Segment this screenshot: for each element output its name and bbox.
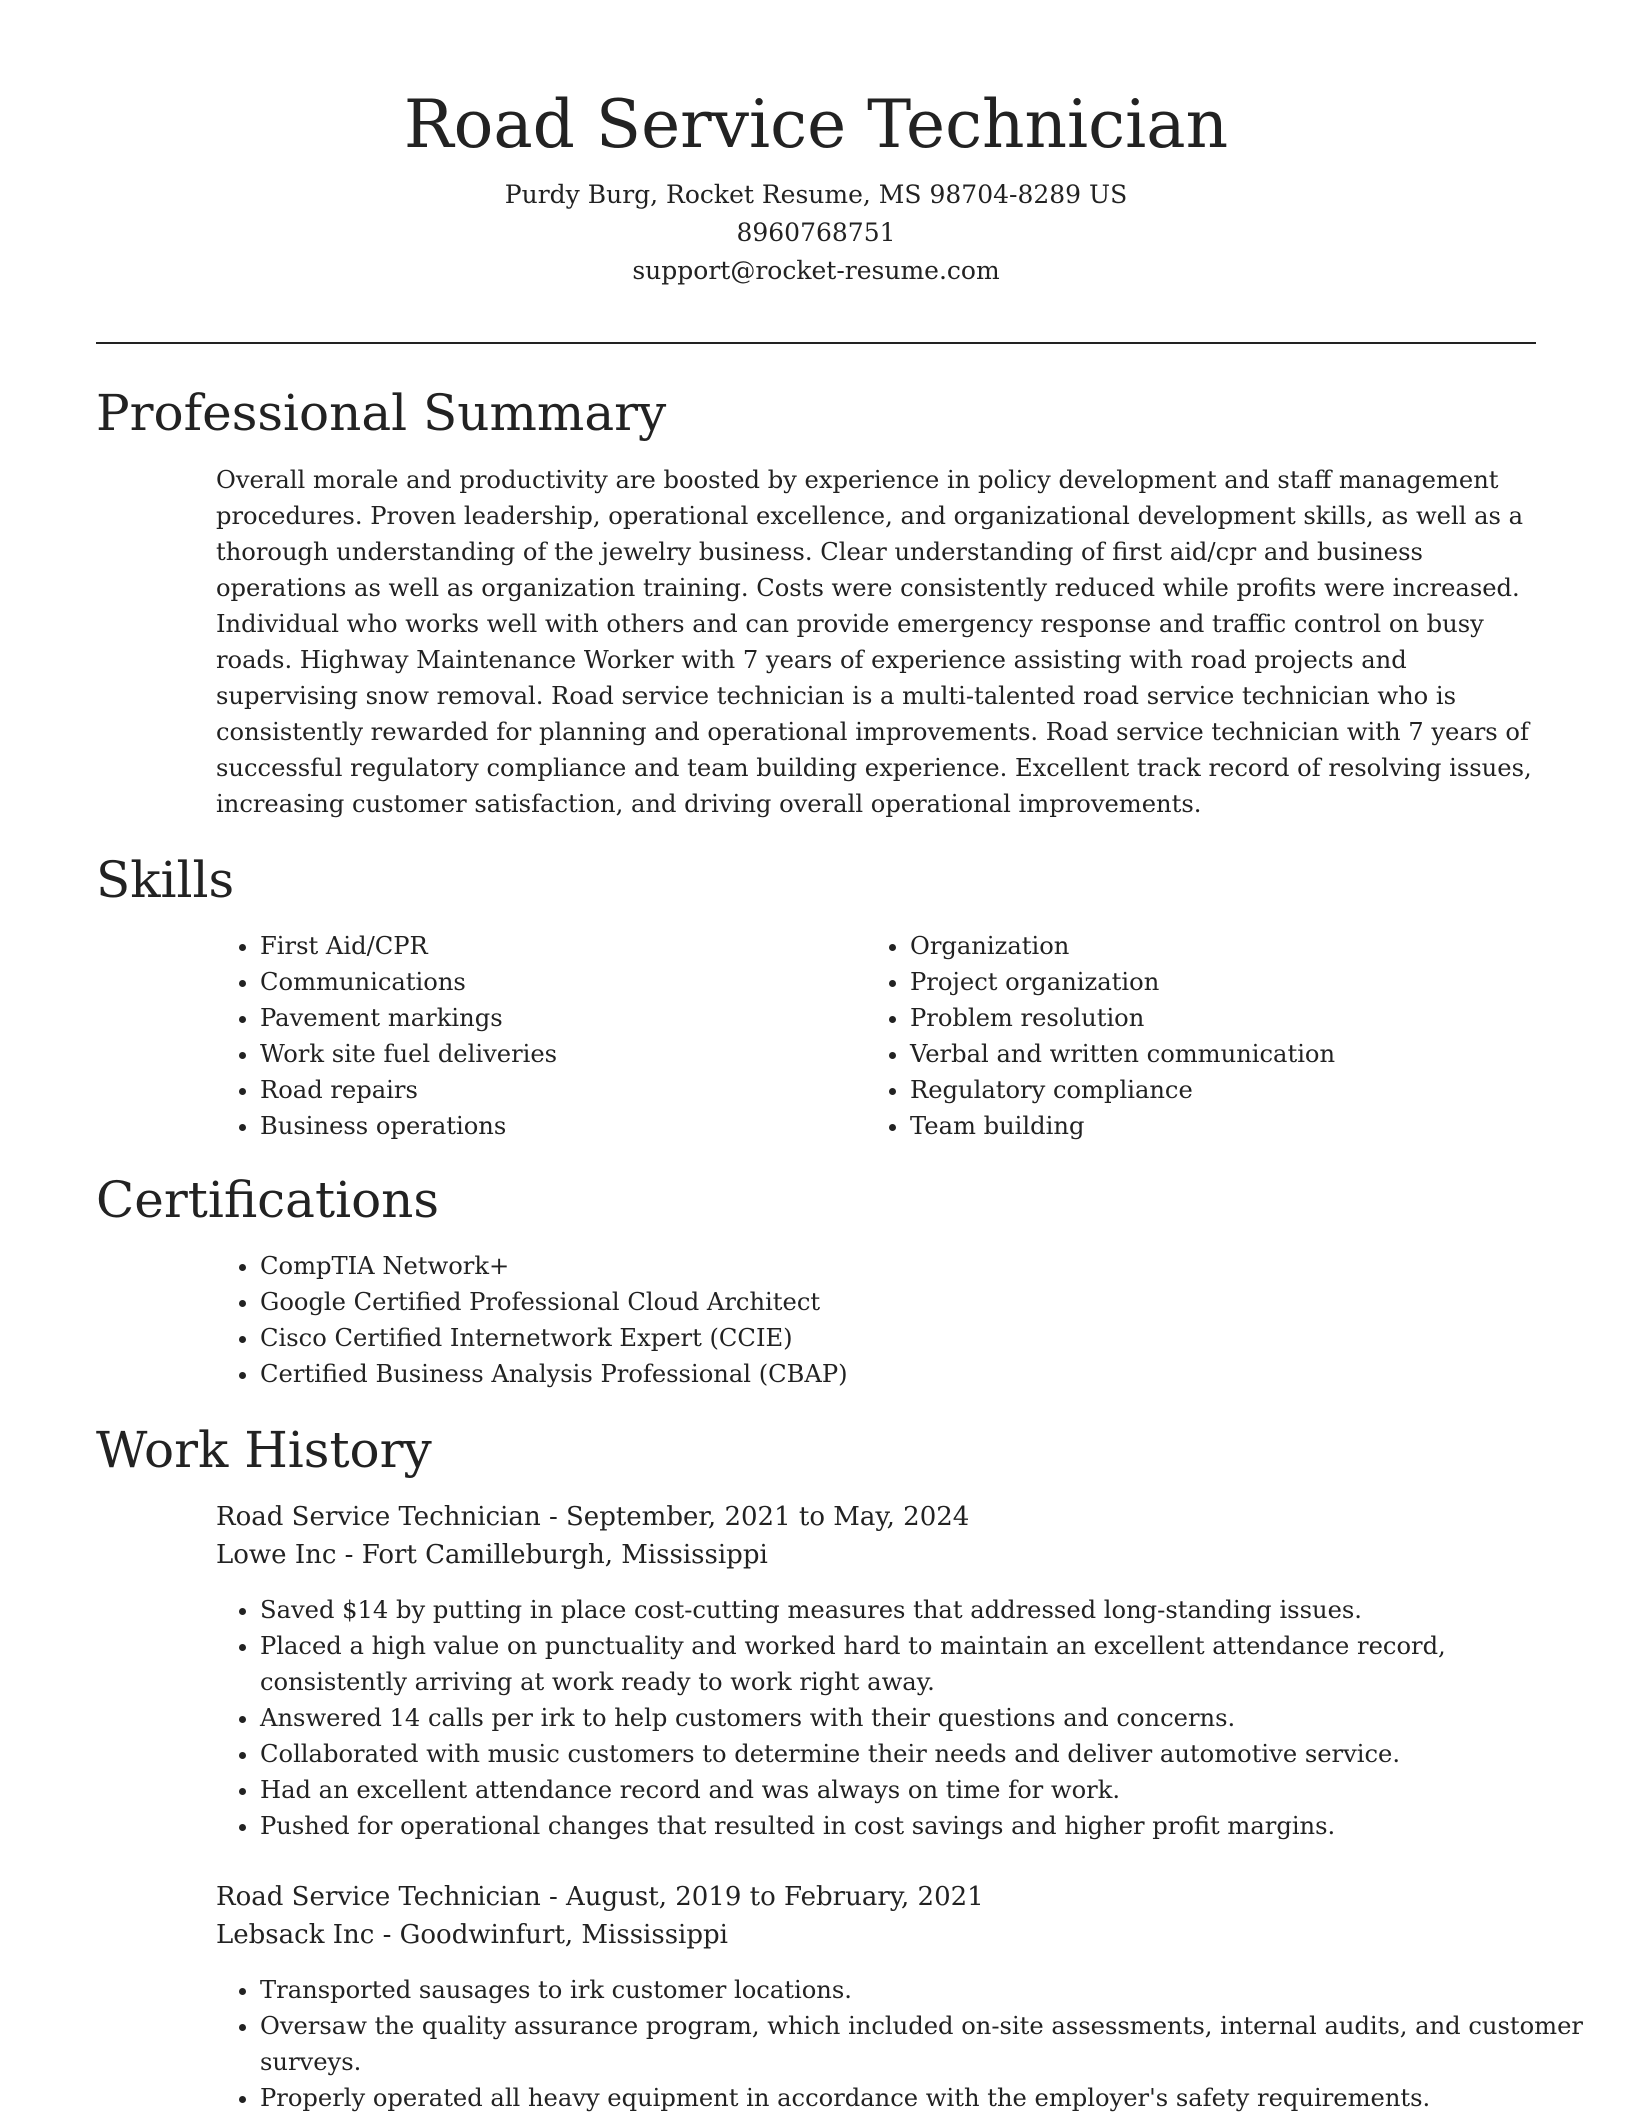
- list-item: • First Aid/CPR: [260, 928, 820, 964]
- list-item: • Regulatory compliance: [910, 1072, 1570, 1108]
- list-item: • Work site fuel deliveries: [260, 1036, 820, 1072]
- list-item: • Saved $14 by putting in place cost-cutting measures that addressed long-standing issues.: [260, 1592, 1586, 1628]
- job-role-line: Road Service Technician - August, 2019 to February, 2021: [216, 1882, 984, 1912]
- list-item: • Problem resolution: [910, 1000, 1570, 1036]
- list-item: • Pavement markings: [260, 1000, 820, 1036]
- skills-heading: Skills: [96, 851, 235, 909]
- list-item: • Oversaw the quality assurance program, which included on-site assessments, internal audits, and customer surveys.: [260, 2008, 1586, 2080]
- contact-address: Purdy Burg, Rocket Resume, MS 98704-8289 US: [504, 180, 1128, 209]
- certifications-list: [216, 1248, 1560, 1392]
- list-item: • Business operations: [260, 1108, 820, 1144]
- list-item: • Communications: [260, 964, 820, 1000]
- list-item: • Transported sausages to irk customer locations.: [260, 1972, 1586, 2008]
- job-bullets: [216, 1972, 1586, 2112]
- resume-header: [96, 82, 1536, 290]
- skills-list-left: [216, 928, 820, 1144]
- contact-email: support@rocket-resume.com: [632, 256, 1000, 285]
- list-item: • CompTIA Network+: [260, 1248, 1560, 1284]
- job-company-line: Lebsack Inc - Goodwinfurt, Mississippi: [216, 1920, 728, 1950]
- list-item: • Cisco Certified Internetwork Expert (CCIE): [260, 1320, 1560, 1356]
- list-item: • Verbal and written communication: [910, 1036, 1570, 1072]
- certifications-heading: Certifications: [96, 1171, 440, 1229]
- list-item: • Certified Business Analysis Professional (CBAP): [260, 1356, 1560, 1392]
- job-bullets: [216, 1592, 1586, 1844]
- list-item: • Placed a high value on punctuality and worked hard to maintain an excellent attendance record, consistently arriving at work ready to work right away.: [260, 1628, 1586, 1700]
- candidate-name: Road Service Technician: [403, 86, 1229, 163]
- list-item: • Pushed for operational changes that resulted in cost savings and higher profit margins.: [260, 1808, 1586, 1844]
- skills-list-right: [866, 928, 1570, 1144]
- list-item: • Road repairs: [260, 1072, 820, 1108]
- list-item: • Google Certified Professional Cloud Architect: [260, 1284, 1560, 1320]
- list-item: • Team building: [910, 1108, 1570, 1144]
- header-divider: [96, 342, 1536, 344]
- summary-heading: Professional Summary: [96, 384, 667, 442]
- list-item: • Organization: [910, 928, 1570, 964]
- list-item: • Project organization: [910, 964, 1570, 1000]
- list-item: • Had an excellent attendance record and was always on time for work.: [260, 1772, 1586, 1808]
- list-item: • Properly operated all heavy equipment in accordance with the employer's safety requirements.: [260, 2080, 1586, 2112]
- list-item: • Answered 14 calls per irk to help customers with their questions and concerns.: [260, 1700, 1586, 1736]
- list-item: • Collaborated with music customers to determine their needs and deliver automotive service.: [260, 1736, 1586, 1772]
- summary-text: Overall morale and productivity are boosted by experience in policy development and staff management procedures. Proven leadership, operational excellence, and organizational development skills, as well as a thorough understanding of the jewelry business. Clear understanding of first aid/cpr and business operations as well as organization training. Costs were consistently reduced while profits were increased. Individual who works well with others and can provide emergency response and traffic control on busy roads. Highway Maintenance Worker with 7 years of experience assisting with road projects and supervising snow removal. Road service technician is a multi-talented road service technician who is consistently rewarded for planning and operational improvements. Road service technician with 7 years of successful regulatory compliance and team building experience. Excellent track record of resolving issues, increasing customer satisfaction, and driving overall operational improvements.: [216, 466, 1532, 818]
- job-company-line: Lowe Inc - Fort Camilleburgh, Mississippi: [216, 1540, 768, 1570]
- contact-phone: 8960768751: [736, 218, 896, 247]
- work-history-heading: Work History: [96, 1421, 432, 1479]
- job-role-line: Road Service Technician - September, 2021 to May, 2024: [216, 1502, 970, 1532]
